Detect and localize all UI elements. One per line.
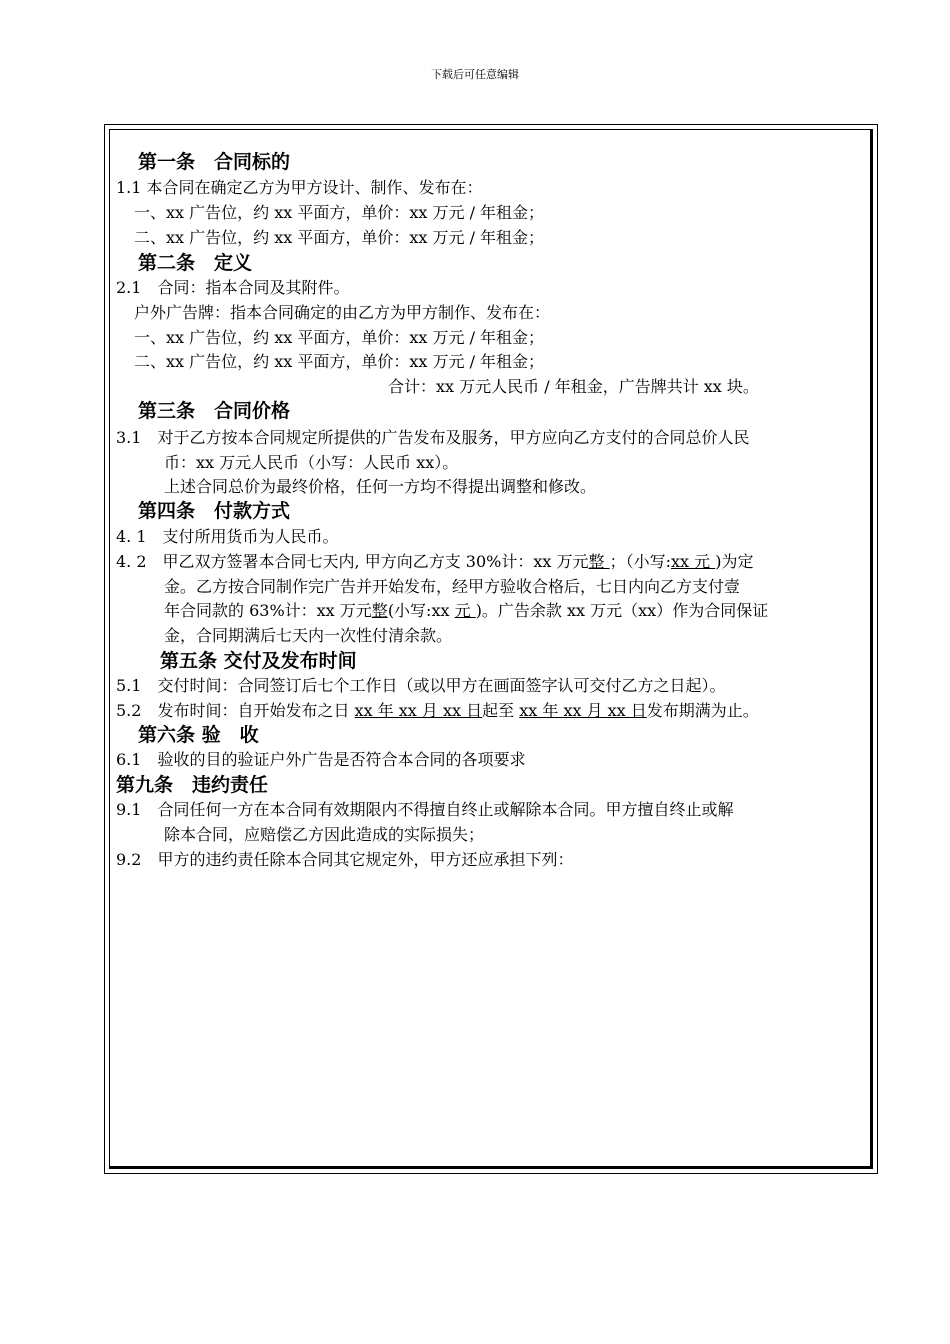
- section-3-line-2: 币：xx 万元人民币（小写：人民币 xx）。: [164, 453, 459, 472]
- section-4-line-2-underlined-b: xx 元: [671, 552, 716, 571]
- section-2-heading: 第二条 定义: [138, 252, 253, 274]
- section-1-line-2: 一、xx 广告位，约 xx 平面方，单价：xx 万元 / 年租金；: [134, 203, 545, 222]
- section-4-line-2-text-b: ；（小写:: [609, 552, 671, 571]
- section-3-line-1: 3.1 对于乙方按本合同规定所提供的广告发布及服务，甲方应向乙方支付的合同总价人民: [116, 428, 750, 447]
- section-5-start-date: xx 年 xx 月 xx 日: [354, 701, 483, 720]
- section-2-line-1: 2.1 合同：指本合同及其附件。: [116, 278, 350, 297]
- section-3-line-3: 上述合同总价为最终价格，任何一方均不得提出调整和修改。: [164, 477, 597, 496]
- section-2-line-2: 户外广告牌：指本合同确定的由乙方为甲方制作、发布在：: [134, 303, 551, 322]
- section-4-line-2-underlined-a: 整: [588, 552, 610, 571]
- page-header-note: 下载后可任意编辑: [431, 68, 519, 81]
- section-5-line-1: 5.1 交付时间：合同签订后七个工作日（或以甲方在画面签字认可交付乙方之日起）。: [116, 676, 726, 695]
- section-9-line-1: 9.1 合同任何一方在本合同有效期限内不得擅自终止或解除本合同。甲方擅自终止或解: [116, 800, 734, 819]
- section-4-line-1: 4. 1 支付所用货币为人民币。: [116, 527, 339, 546]
- section-4-line-5: 金，合同期满后七天内一次性付清余款。: [164, 626, 453, 645]
- section-5-line-2-text-c: 发布期满为止。: [646, 701, 759, 720]
- section-6-heading: 第六条 验 收: [138, 724, 259, 746]
- section-4-line-2-text-c: )为定: [715, 552, 754, 571]
- section-9-line-3: 9.2 甲方的违约责任除本合同其它规定外，甲方还应承担下列：: [116, 850, 574, 869]
- section-2-line-5: 合计：xx 万元人民币 / 年租金，广告牌共计 xx 块。: [388, 377, 759, 396]
- section-4-line-4-text-b: (小写:xx: [387, 601, 455, 620]
- section-1-heading: 第一条 合同标的: [138, 151, 291, 173]
- section-4-line-4-underlined-a: 整: [371, 601, 388, 620]
- section-1-line-1: 1.1 本合同在确定乙方为甲方设计、制作、发布在：: [116, 178, 483, 197]
- section-6-line-1: 6.1 验收的目的验证户外广告是否符合本合同的各项要求: [116, 750, 526, 769]
- section-5-line-2-text-b: 起至: [482, 701, 520, 720]
- section-5-end-date: xx 年 xx 月 xx 日: [519, 701, 647, 720]
- section-5-heading: 第五条 交付及发布时间: [160, 650, 357, 672]
- section-2-line-4: 二、xx 广告位，约 xx 平面方，单价：xx 万元 / 年租金；: [134, 352, 545, 371]
- section-2-line-3: 一、xx 广告位，约 xx 平面方，单价：xx 万元 / 年租金；: [134, 328, 545, 347]
- section-5-line-2-text: 5.2 发布时间：自开始发布之日: [116, 701, 355, 720]
- section-4-line-4-text-c: )。广告余款 xx 万元（xx）作为合同保证: [475, 601, 769, 620]
- section-3-heading: 第三条 合同价格: [138, 400, 291, 422]
- section-9-heading: 第九条 违约责任: [116, 774, 269, 796]
- section-9-line-2: 除本合同，应赔偿乙方因此造成的实际损失；: [164, 825, 485, 844]
- section-4-line-4-underlined-b: 元: [454, 601, 476, 620]
- section-4-line-4: [164, 601, 768, 621]
- section-4-line-4-text: 年合同款的 63%计：xx 万元: [164, 601, 372, 620]
- section-5-line-2: [116, 701, 759, 721]
- section-4-line-3: 金。乙方按合同制作完广告并开始发布，经甲方验收合格后，七日内向乙方支付壹: [164, 577, 741, 596]
- section-1-line-3: 二、xx 广告位，约 xx 平面方，单价：xx 万元 / 年租金；: [134, 228, 545, 247]
- section-4-heading: 第四条 付款方式: [138, 500, 291, 522]
- section-4-line-2: [116, 552, 753, 572]
- section-4-line-2-text: 4. 2 甲乙双方签署本合同七天内, 甲方向乙方支 30%计：xx 万元: [116, 552, 589, 571]
